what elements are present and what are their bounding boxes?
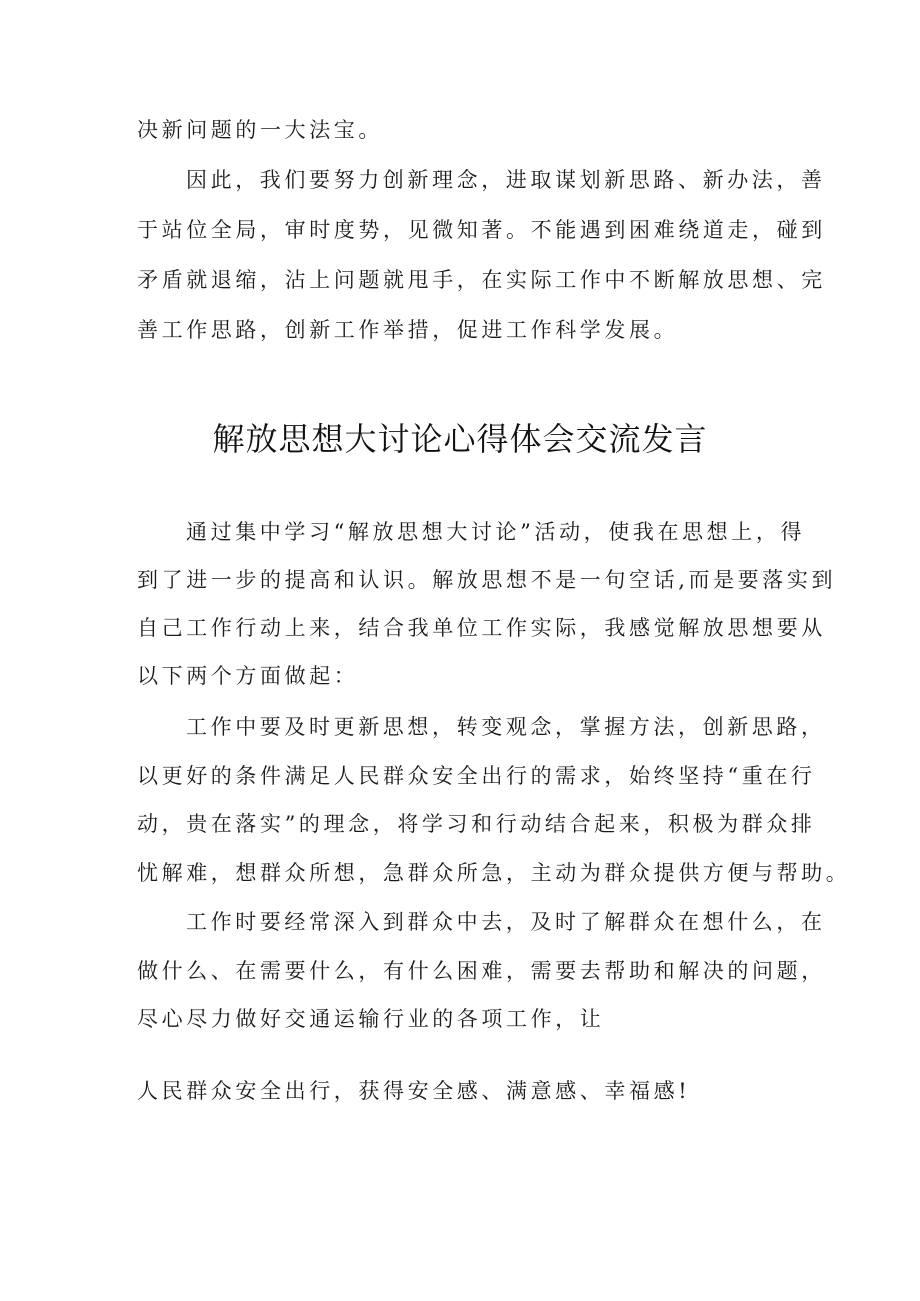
paragraph-line: 以下两个方面做起： [137,664,359,688]
paragraph-line: 工作时要经常深入到群众中去，及时了解群众在想什么，在 [186,910,826,934]
paragraph-line: 于站位全局，审时度势，见微知著。不能遇到困难绕道走，碰到 [137,218,826,242]
paragraph-line: 忧解难，想群众所想，急群众所急，主动为群众提供方便与帮助。 [137,861,851,885]
paragraph-line: 做什么、在需要什么，有什么困难，需要去帮助和解决的问题， [137,959,826,983]
paragraph-line: 人民群众安全出行，获得安全感、满意感、幸福感! [137,1079,691,1103]
document-title: 解放思想大讨论心得体会交流发言 [212,420,708,458]
paragraph-line: 工作中要及时更新思想，转变观念，掌握方法，创新思路， [186,715,826,739]
paragraph-line: 以更好的条件满足人民群众安全出行的需求，始终坚持“重在行 [137,764,816,788]
paragraph-line: 矛盾就退缩，沾上问题就甩手，在实际工作中不断解放思想、完 [137,268,826,292]
paragraph-line: 尽心尽力做好交通运输行业的各项工作，让 [137,1007,605,1031]
paragraph-line: 决新问题的一大法宝。 [137,118,383,142]
paragraph-line: 到了进一步的提高和认识。解放思想不是一句空话,而是要落实到 [137,568,837,592]
paragraph-line: 善工作思路，创新工作举措，促进工作科学发展。 [137,318,679,342]
paragraph-line: 因此，我们要努力创新理念，进取谋划新思路、新办法，善 [186,168,826,192]
paragraph-line: 通过集中学习“解放思想大讨论”活动，使我在思想上，得 [186,520,806,544]
paragraph-line: 动，贵在落实”的理念，将学习和行动结合起来，积极为群众排 [137,812,816,836]
paragraph-line: 自己工作行动上来，结合我单位工作实际，我感觉解放思想要从 [137,616,826,640]
